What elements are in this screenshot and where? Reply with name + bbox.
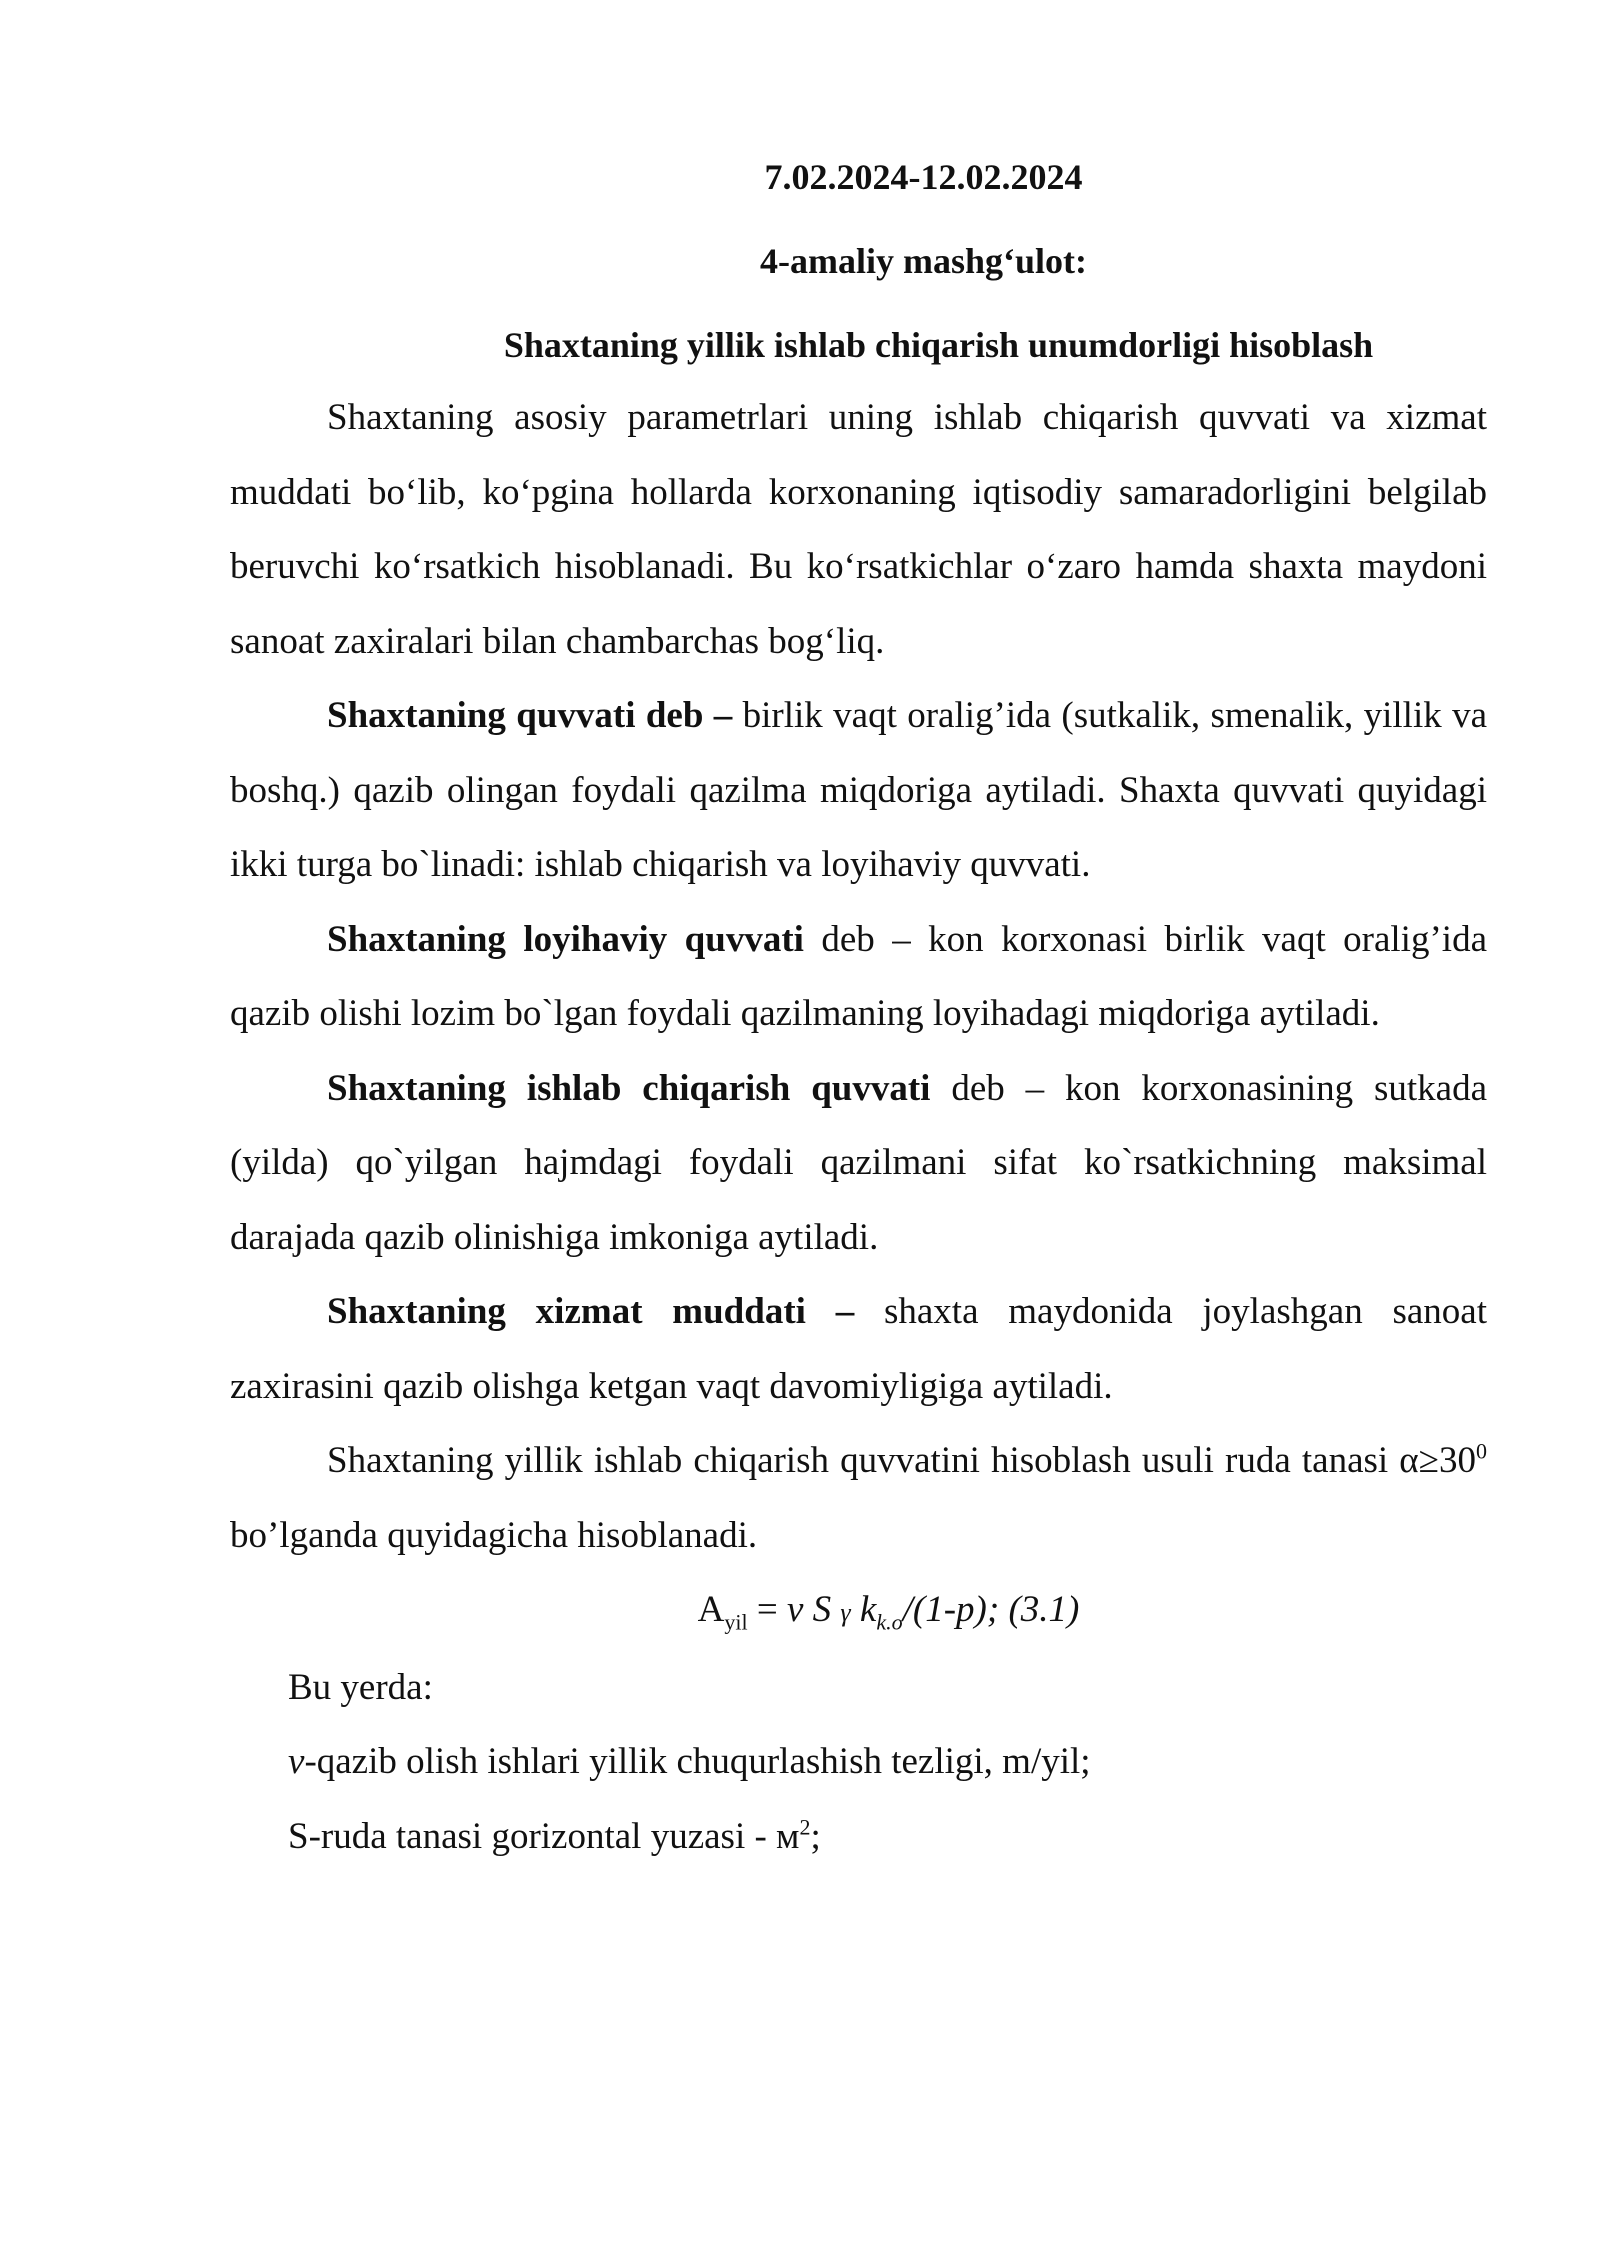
text-calculation-after: bo’lganda quyidagicha hisoblanadi. <box>230 1514 758 1556</box>
date-range: 7.02.2024-12.02.2024 <box>764 157 1083 197</box>
formula-annual-output <box>230 1573 1487 1651</box>
formula-k: k <box>850 1589 877 1630</box>
document-page <box>230 150 1487 1874</box>
text-design-power: deb – kon korxonasi birlik vaqt oralig’ida qazib olishi lozim bo`lgan foydali qazilmaning loyihadagi miqdoriga aytiladi. <box>230 918 1487 1034</box>
text-power: birlik vaqt oralig’ida (sutkalik, smenalik, yillik va boshq.) qazib olingan foydali qazilma miqdoriga aytiladi. Shaxta quvvati quyidagi ikki turga bo`linadi: ishlab chiqarish va loyihaviy quvvati. <box>230 695 1488 885</box>
paragraph-calculation <box>230 1424 1487 1573</box>
text-s-end: ; <box>810 1815 821 1857</box>
paragraph-service-life <box>230 1275 1487 1424</box>
formula-equals: = <box>747 1589 787 1630</box>
definition-s <box>230 1800 1487 1875</box>
formula-rhs: v S <box>786 1589 841 1630</box>
paragraph-intro: Shaxtaning asosiy parametrlari uning ishlab chiqarish quvvati va xizmat muddati bo‘lib, ko‘pgina hollarda korxonaning iqtisodiy samaradorligini belgilab beruvchi ko‘rsatkich hisoblanadi. Bu ko‘rsatkichlar o‘zaro hamda shaxta maydoni sanoat zaxiralari bilan chambarchas bog‘liq. <box>230 397 1487 662</box>
formula-k-subscript: k.o <box>876 1609 903 1635</box>
text-v: -qazib olish ishlari yillik chuqurlashish tezligi, m/yil; <box>304 1741 1091 1782</box>
term-production-power: Shaxtaning ishlab chiqarish quvvati <box>327 1067 931 1109</box>
definition-v <box>230 1725 1487 1800</box>
text-s: S-ruda tanasi gorizontal yuzasi - м <box>288 1815 800 1857</box>
symbol-v: v <box>288 1741 305 1782</box>
paragraph-production-power <box>230 1052 1487 1276</box>
square-superscript: 2 <box>799 1814 811 1840</box>
term-service-life: Shaxtaning xizmat muddati – <box>327 1291 855 1332</box>
term-power: Shaxtaning quvvati deb – <box>327 695 733 736</box>
text-production-power: deb – kon korxonasining sutkada (yilda) qo`yilgan hajmdagi foydali qazilmani sifat ko`rsatkichning maksimal darajada qazib olinishiga imkoniga aytiladi. <box>230 1067 1487 1258</box>
formula-a: A <box>697 1589 725 1630</box>
formula-tail: /(1-p); (3.1) <box>902 1589 1080 1630</box>
lesson-subtitle: 4-amaliy mashg‘ulot: <box>760 241 1087 281</box>
paragraph-power-definition <box>230 679 1487 903</box>
degree-superscript: 0 <box>1476 1438 1487 1464</box>
text-calculation-before: Shaxtaning yillik ishlab chiqarish quvvatini hisoblash usuli ruda tanasi α≥30 <box>327 1440 1476 1481</box>
formula-a-subscript: yil <box>724 1609 748 1635</box>
formula-gamma: γ <box>840 1598 851 1627</box>
paragraph-design-power <box>230 903 1487 1052</box>
definitions-intro: Bu yerda: <box>288 1666 433 1708</box>
term-design-power: Shaxtaning loyihaviy quvvati <box>327 918 804 960</box>
text-service-life: shaxta maydonida joylashgan sanoat zaxirasini qazib olishga ketgan vaqt davomiyligiga aytiladi. <box>230 1291 1487 1407</box>
document-title: Shaxtaning yillik ishlab chiqarish unumdorligi hisoblash <box>503 325 1374 365</box>
